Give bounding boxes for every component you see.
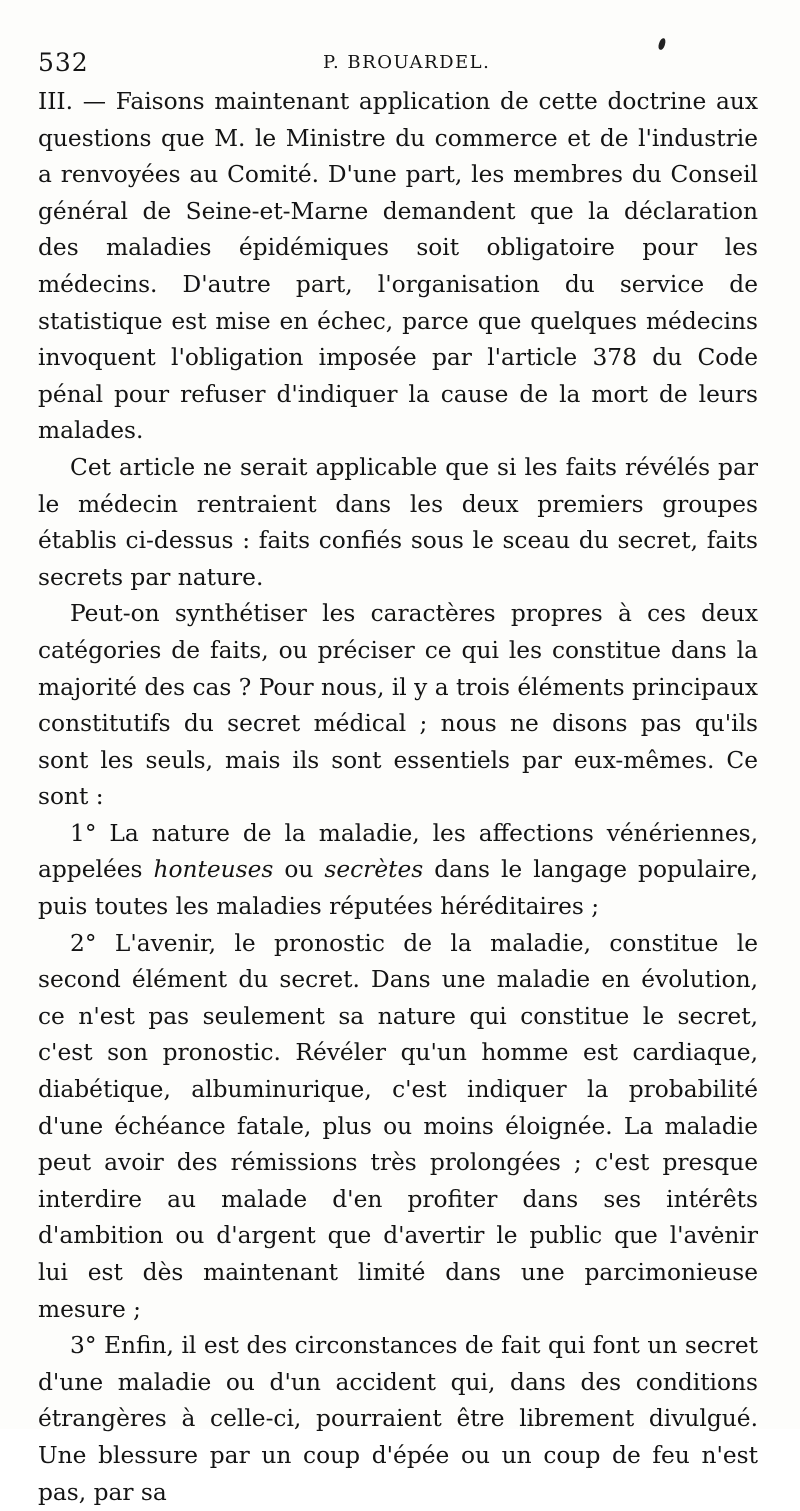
paragraph-element-three: 3° Enfin, il est des circonstances de fait qui font un secret d'une maladie ou d'un accident qui, dans des conditions étrangères à celle-ci, pourraient être librement divulgué. Une blessure par un coup d'épée ou un coup de feu n'est pas, par sa <box>38 1332 758 1506</box>
italic-term-secretes: secrètes <box>324 856 424 884</box>
element-one-text-e: dans le langage populaire, puis toutes les maladies réputées héréditaires ; <box>38 856 759 921</box>
paragraph-section-iii: III. — Faisons maintenant application de cette doctrine aux questions que M. le Ministre du commerce et de l'industrie a renvoyées au Comité. D'une part, les membres du Conseil général de Seine-et-Marne demandent que la déclaration des maladies épidémiques soit obligatoire pour les médecins. D'autre part, l'organisation du service de statistique est mise en échec, parce que quelques médecins invoquent l'obligation imposée par l'article 378 du Code pénal pour refuser d'indiquer la cause de la mort de leurs malades. <box>38 88 758 445</box>
italic-term-honteuses: honteuses <box>153 856 274 884</box>
paragraph-element-one <box>38 816 758 926</box>
page-number: 532 <box>38 48 89 77</box>
paragraph-three-elements: Peut-on synthétiser les caractères propres à ces deux catégories de faits, ou préciser ce qui les constitue dans la majorité des cas ? Pour nous, il y a trois éléments principaux constitutifs du secret médical ; nous ne disons pas qu'ils sont les seuls, mais ils sont essentiels par eux-mêmes. Ce sont : <box>38 600 758 811</box>
page-header <box>38 48 758 84</box>
element-one-text-a: 1° La nature de la maladie, les affections vénériennes, appelées <box>38 819 758 884</box>
running-title: P. BROUARDEL. <box>323 52 491 73</box>
element-one-text-c: ou <box>273 856 325 884</box>
body-text <box>38 84 758 1511</box>
paragraph-element-two: 2° L'avenir, le pronostic de la maladie, constitue le second élément du secret. Dans une maladie en évolution, ce n'est pas seulement sa nature qui constitue le secret, c'est son pronostic. Révéler qu'un homme est cardiaque, diabétique, albuminurique, c'est indiquer la probabilité d'une échéance fatale, plus ou moins éloignée. La maladie peut avoir des rémissions très prolongées ; c'est presque interdire au malade d'en profiter dans ses intérêts d'ambition ou d'argent que d'avertir le public que l'avenir lui est dès maintenant limité dans une parcimonieuse mesure ; <box>38 929 758 1323</box>
paragraph-article-applicability: Cet article ne serait applicable que si les faits révélés par le médecin rentraient dans les deux premiers groupes établis ci-dessus : faits confiés sous le sceau du secret, faits secrets par nature. <box>38 453 758 591</box>
